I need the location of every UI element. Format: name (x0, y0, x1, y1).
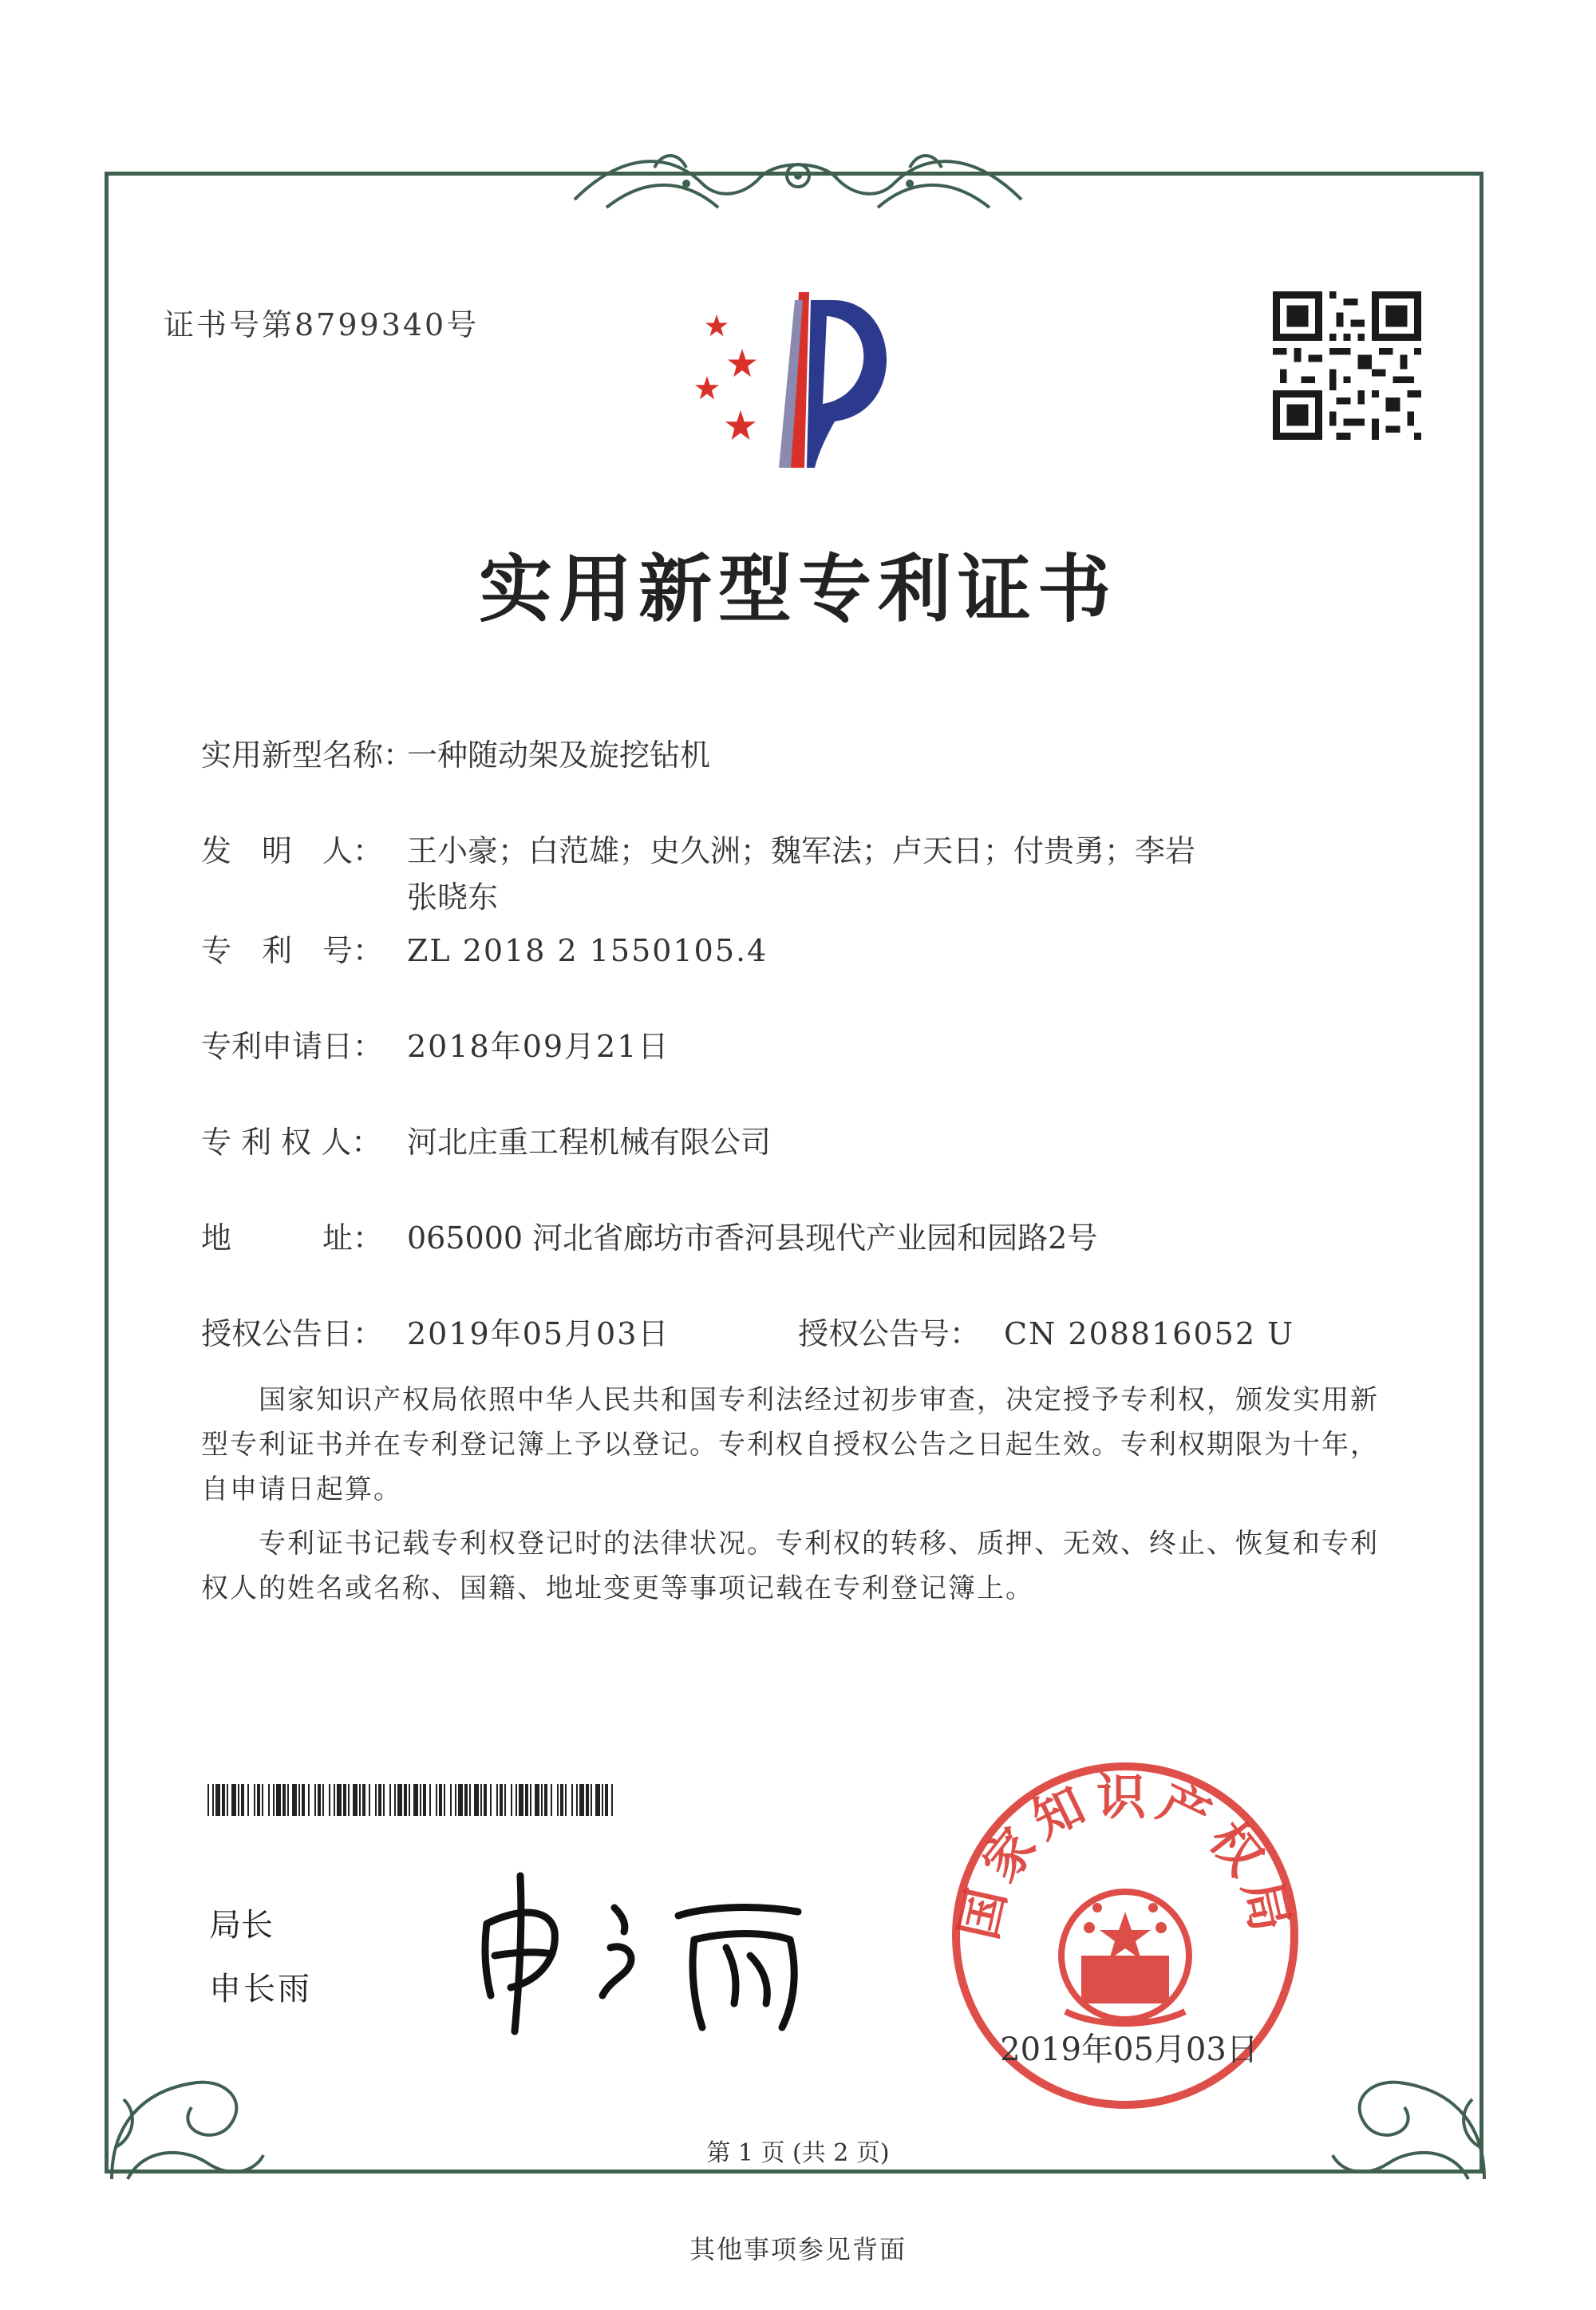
field-inventor (201, 826, 1195, 870)
director-name: 申长雨 (209, 1971, 312, 2007)
field-value: 王小豪；白范雄；史久洲；魏军法；卢天日；付贵勇；李岩 (407, 833, 1196, 868)
footer-note: 其他事项参见背面 (689, 2234, 907, 2265)
field-value: CN 208816052 U (1004, 1316, 1295, 1351)
director-signature (463, 1860, 838, 2043)
field-label: 实用新型名称： (201, 738, 414, 773)
field-label: 地 址： (201, 1220, 384, 1256)
qr-code-icon (1273, 291, 1421, 440)
field-label: 发 明 人： (201, 833, 384, 868)
field-grant-date (201, 1309, 670, 1353)
seal-date: 2019年05月03日 (1000, 2031, 1258, 2068)
page-indicator: 第 1 页 (共 2 页) (706, 2139, 890, 2167)
field-value: 河北庄重工程机械有限公司 (407, 1125, 772, 1160)
field-value: ZL 2018 2 1550105.4 (407, 933, 768, 968)
field-value: 2018年09月21日 (407, 1029, 670, 1064)
svg-text:国家知识产权局: 国家知识产权局 (949, 1767, 1302, 1944)
field-label: 专利申请日： (201, 1029, 384, 1064)
barcode-icon (207, 1784, 613, 1816)
field-value: 张晓东 (407, 880, 499, 915)
field-patent-number (201, 926, 768, 970)
field-label: 授权公告号： (798, 1316, 981, 1351)
field-grant-number (798, 1309, 1294, 1353)
cnipa-logo-icon (675, 284, 930, 476)
field-address (201, 1213, 1097, 1257)
field-patentee (201, 1117, 771, 1161)
field-utility-model-name (201, 730, 710, 774)
field-inventor-continued (407, 872, 498, 916)
field-value: 065000 河北省廊坊市香河县现代产业园和园路2号 (407, 1220, 1098, 1256)
field-value: 一种随动架及旋挖钻机 (407, 738, 711, 773)
director-title: 局长 (209, 1907, 273, 1944)
top-ornament (559, 136, 1037, 223)
field-filing-date (201, 1022, 670, 1066)
statement-paragraph-2: 专利证书记载专利权登记时的法律状况。专利权的转移、质押、无效、终止、恢复和专利权人的姓名或名称、国籍、地址变更等事项记载在专利登记簿上。 (201, 1528, 1379, 1604)
certificate-number: 证书号第8799340号 (164, 307, 480, 342)
field-label: 专 利 号： (201, 933, 384, 968)
field-label: 授权公告日： (201, 1316, 384, 1351)
field-value: 2019年05月03日 (407, 1316, 670, 1351)
statement-paragraph-1: 国家知识产权局依照中华人民共和国专利法经过初步审查，决定授予专利权，颁发实用新型专利证书并在专利登记簿上予以登记。专利权自授权公告之日起生效。专利权期限为十年，自申请日起算。 (201, 1384, 1379, 1505)
certificate-title: 实用新型专利证书 (478, 546, 1117, 632)
field-label: 专 利 权 人： (201, 1125, 382, 1160)
